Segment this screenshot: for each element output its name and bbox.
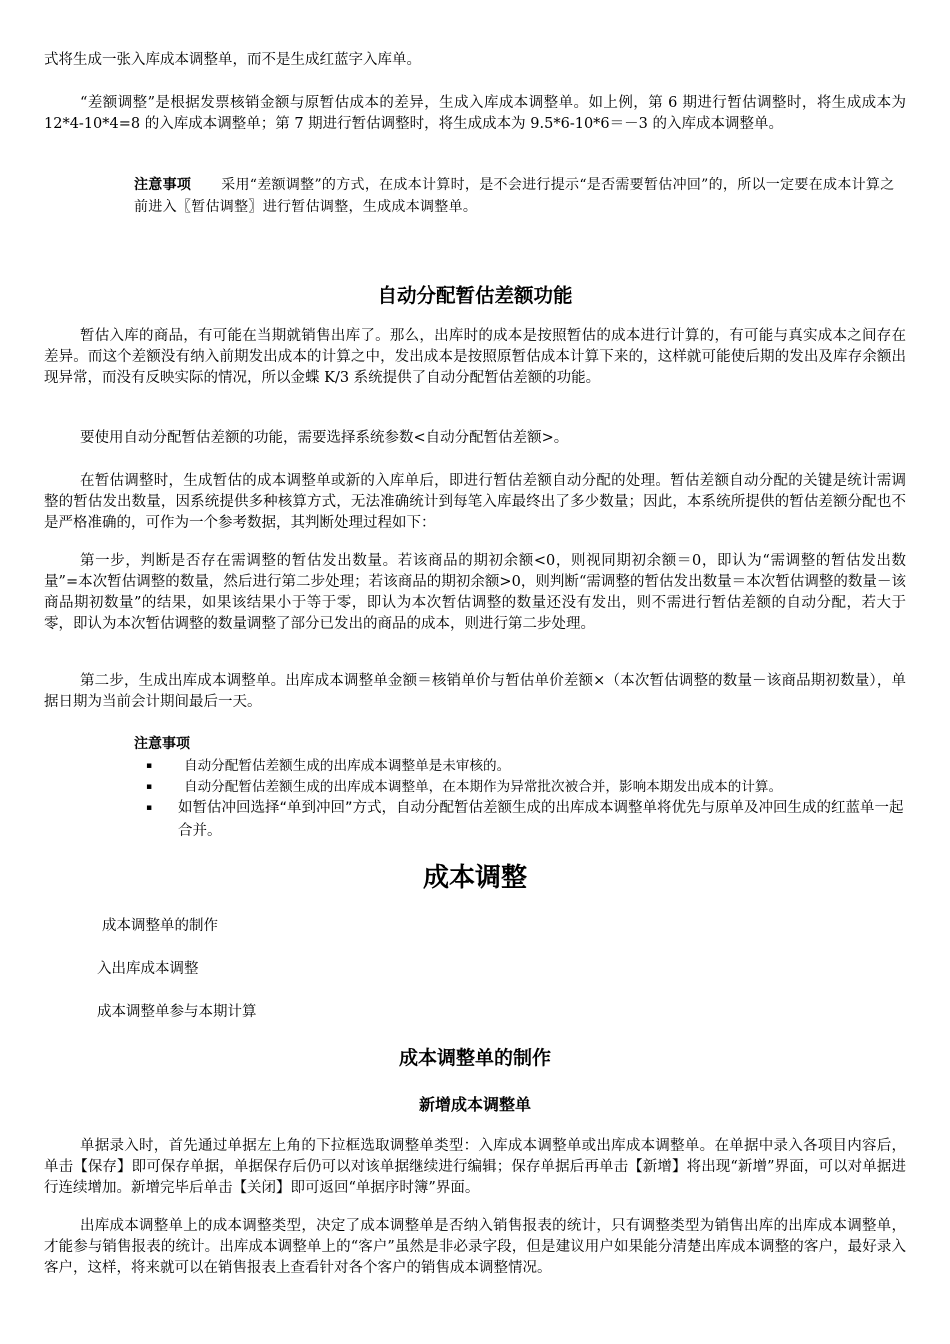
paragraph-auto-2: 要使用自动分配暂估差额的功能，需要选择系统参数<自动分配暂估差额>。 — [80, 430, 569, 446]
bullet-icon: ▪ — [146, 782, 153, 792]
note-bullet-3: ▪ 如暂估冲回选择“单到冲回”方式，自动分配暂估差额生成的出库成本调整单将优先与原单及冲回生成的红蓝单一起合并。 — [146, 797, 912, 843]
paragraph-difference-adjustment: “差额调整”是根据发票核销金额与原暂估成本的差异，生成入库成本调整单。如上例，第 6 期进行暂估调整时，将生成成本为 12*4-10*4=8 的入库成本调整单；第 7 期进行暂估调整时，将生成成本为 9.5*6-10*6＝－3 的入库成本调整单。 — [44, 95, 906, 132]
toc-item-period-calculation[interactable]: 成本调整单参与本期计算 — [97, 1004, 257, 1020]
paragraph-top: 式将生成一张入库成本调整单，而不是生成红蓝字入库单。 — [44, 52, 421, 68]
paragraph-step-2: 第二步，生成出库成本调整单。出库成本调整单金额＝核销单价与暂估单价差额×（本次暂估调整的数量－该商品期初数量），单据日期为当前会计期间最后一天。 — [44, 673, 906, 710]
paragraph-auto-1: 暂估入库的商品，有可能在当期就销售出库了。那么，出库时的成本是按照暂估的成本进行计算的，有可能与真实成本之间存在差异。而这个差额没有纳入前期发出成本的计算之中，发出成本是按照原暂估成本计算下来的，这样就可能使后期的发出及库存余额出现异常，而没有反映实际的情况，所以金蝶 K/3 系统提供了自动分配暂估差额的功能。 — [44, 328, 906, 386]
paragraph-new-2: 出库成本调整单上的成本调整类型，决定了成本调整单是否纳入销售报表的统计，只有调整类型为销售出库的出库成本调整单，才能参与销售报表的统计。出库成本调整单上的“客户”虽然是非必录字段，但是建议用户如果能分清楚出库成本调整的客户，最好录入客户，这样，将来就可以在销售报表上查看针对各个客户的销售成本调整情况。 — [44, 1218, 906, 1276]
note-text: 采用“差额调整”的方式，在成本计算时，是不会进行提示“是否需要暂估冲回”的，所以一定要在成本计算之前进入〖暂估调整〗进行暂估调整，生成成本调整单。 — [134, 177, 895, 215]
heading-new-adjustment-doc: 新增成本调整单 — [418, 1095, 531, 1114]
heading-cost-adjustment: 成本调整 — [422, 863, 527, 893]
paragraph-auto-3: 在暂估调整时，生成暂估的成本调整单或新的入库单后，即进行暂估差额自动分配的处理。暂估差额自动分配的关键是统计需调整的暂估发出数量，因系统提供多种核算方式，无法准确统计到每笔入库最终出了多少数量；因此，本系统所提供的暂估差额分配也不是严格准确的，可作为一个参考数据，其判断处理过程如下： — [44, 473, 906, 531]
paragraph-step-1: 第一步，判断是否存在需调整的暂估发出数量。若该商品的期初余额<0，则视同期初余额＝0，即认为“需调整的暂估发出数量”=本次暂估调整的数量，然后进行第二步处理；若该商品的期初余额>0，则判断“需调整的暂估发出数量＝本次暂估调整的数量－该商品期初数量”的结果，如果该结果小于等于零，即认为本次暂估调整的数量还没有发出，则不需进行暂估差额的自动分配，若大于零，即认为本次暂估调整的数量调整了部分已发出的商品的成本，则进行第二步处理。 — [44, 553, 906, 632]
heading-auto-allocation: 自动分配暂估差额功能 — [377, 284, 573, 307]
heading-making-adjustment-doc: 成本调整单的制作 — [398, 1047, 551, 1069]
note-bullet-1: ▪ 自动分配暂估差额生成的出库成本调整单是未审核的。 — [146, 755, 916, 777]
note-bullet-2: ▪ 自动分配暂估差额生成的出库成本调整单，在本期作为异常批次被合并，影响本期发出成本的计算。 — [146, 776, 916, 798]
note-block-1 — [134, 174, 906, 218]
bullet-icon: ▪ — [146, 761, 153, 771]
note-label: 注意事项 — [134, 177, 192, 193]
toc-item-making[interactable]: 成本调整单的制作 — [102, 918, 218, 934]
note-label-2: 注意事项 — [134, 736, 190, 752]
paragraph-new-1: 单据录入时，首先通过单据左上角的下拉框选取调整单类型：入库成本调整单或出库成本调整单。在单据中录入各项目内容后，单击【保存】即可保存单据，单据保存后仍可以对该单据继续进行编辑；保存单据后再单击【新增】将出现“新增”界面，可以对单据进行连续增加。新增完毕后单击【关闭】即可返回“单据序时簿”界面。 — [44, 1138, 906, 1196]
toc-item-in-out-adjustment[interactable]: 入出库成本调整 — [97, 961, 199, 977]
bullet-icon: ▪ — [146, 803, 153, 813]
